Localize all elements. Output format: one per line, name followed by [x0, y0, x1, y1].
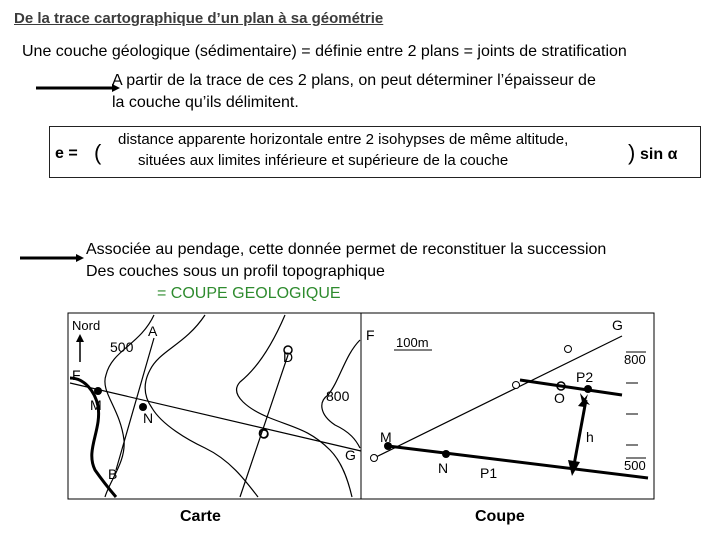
- contour-500-label: 500: [110, 339, 134, 355]
- coupe-point-n: [442, 450, 450, 458]
- label-o: O: [258, 425, 269, 441]
- point-m: [94, 387, 102, 395]
- label-a: A: [148, 323, 158, 339]
- formula-open-paren: (: [94, 140, 102, 165]
- formula-line1: distance apparente horizontale entre 2 isohypses de même altitude,: [118, 131, 569, 148]
- coupe-point-p2: [584, 385, 592, 393]
- label-p2: P2: [576, 369, 594, 385]
- label-p1: P1: [480, 465, 498, 481]
- altitude-ticks: [626, 352, 646, 458]
- coupe-label-g: G: [612, 317, 623, 333]
- label-g: G: [345, 447, 356, 463]
- coupe-label-n: N: [438, 460, 449, 476]
- scale-label: 100m: [396, 335, 429, 350]
- formula-lhs: e =: [55, 145, 78, 162]
- carte-caption: Carte: [180, 508, 221, 525]
- nord-label: Nord: [72, 318, 101, 333]
- plane-p1: [388, 446, 648, 478]
- profile-points: [371, 346, 572, 462]
- coupe-caption: Coupe: [475, 508, 525, 525]
- formula-line2: situées aux limites inférieure et supérieure de la couche: [138, 152, 509, 169]
- coupe-label-f: F: [366, 327, 375, 343]
- label-m: M: [90, 397, 102, 413]
- strike-line-ab: [116, 338, 154, 470]
- formula-close-paren: ): [628, 140, 636, 165]
- thickness-text-line2: la couche qu’ils délimitent.: [112, 94, 299, 111]
- coupe-label-o: O: [554, 390, 565, 406]
- topographic-profile: [374, 336, 622, 458]
- label-b: B: [108, 466, 118, 482]
- intro-text: Une couche géologique (sédimentaire) = définie entre 2 plans = joints de stratification: [22, 43, 627, 60]
- altitude-800-label: 800: [624, 352, 646, 367]
- label-f: F: [72, 367, 81, 383]
- page-title: De la trace cartographique d’un plan à sa géométrie: [14, 10, 384, 27]
- north-arrow-icon: [76, 334, 84, 362]
- altitude-500-label: 500: [624, 458, 646, 473]
- formula-rhs: sin α: [640, 146, 678, 163]
- label-h: h: [586, 429, 594, 445]
- plane-p2: [520, 380, 622, 395]
- contour-800-label: 800: [326, 388, 350, 404]
- coupe-geologique-label: = COUPE GEOLOGIQUE: [157, 285, 341, 302]
- section-line-fg: [70, 383, 361, 451]
- label-n: N: [143, 410, 154, 426]
- arrow-icon: [20, 254, 84, 262]
- association-line2: Des couches sous un profil topographique: [86, 263, 385, 280]
- thickness-text-line1: A partir de la trace de ces 2 plans, on peut déterminer l’épaisseur de: [112, 72, 596, 89]
- arrow-icon: [36, 84, 120, 92]
- label-d: D: [283, 349, 294, 365]
- coupe-label-m: M: [380, 429, 392, 445]
- association-line1: Associée au pendage, cette donnée permet de reconstituer la succession: [86, 241, 607, 258]
